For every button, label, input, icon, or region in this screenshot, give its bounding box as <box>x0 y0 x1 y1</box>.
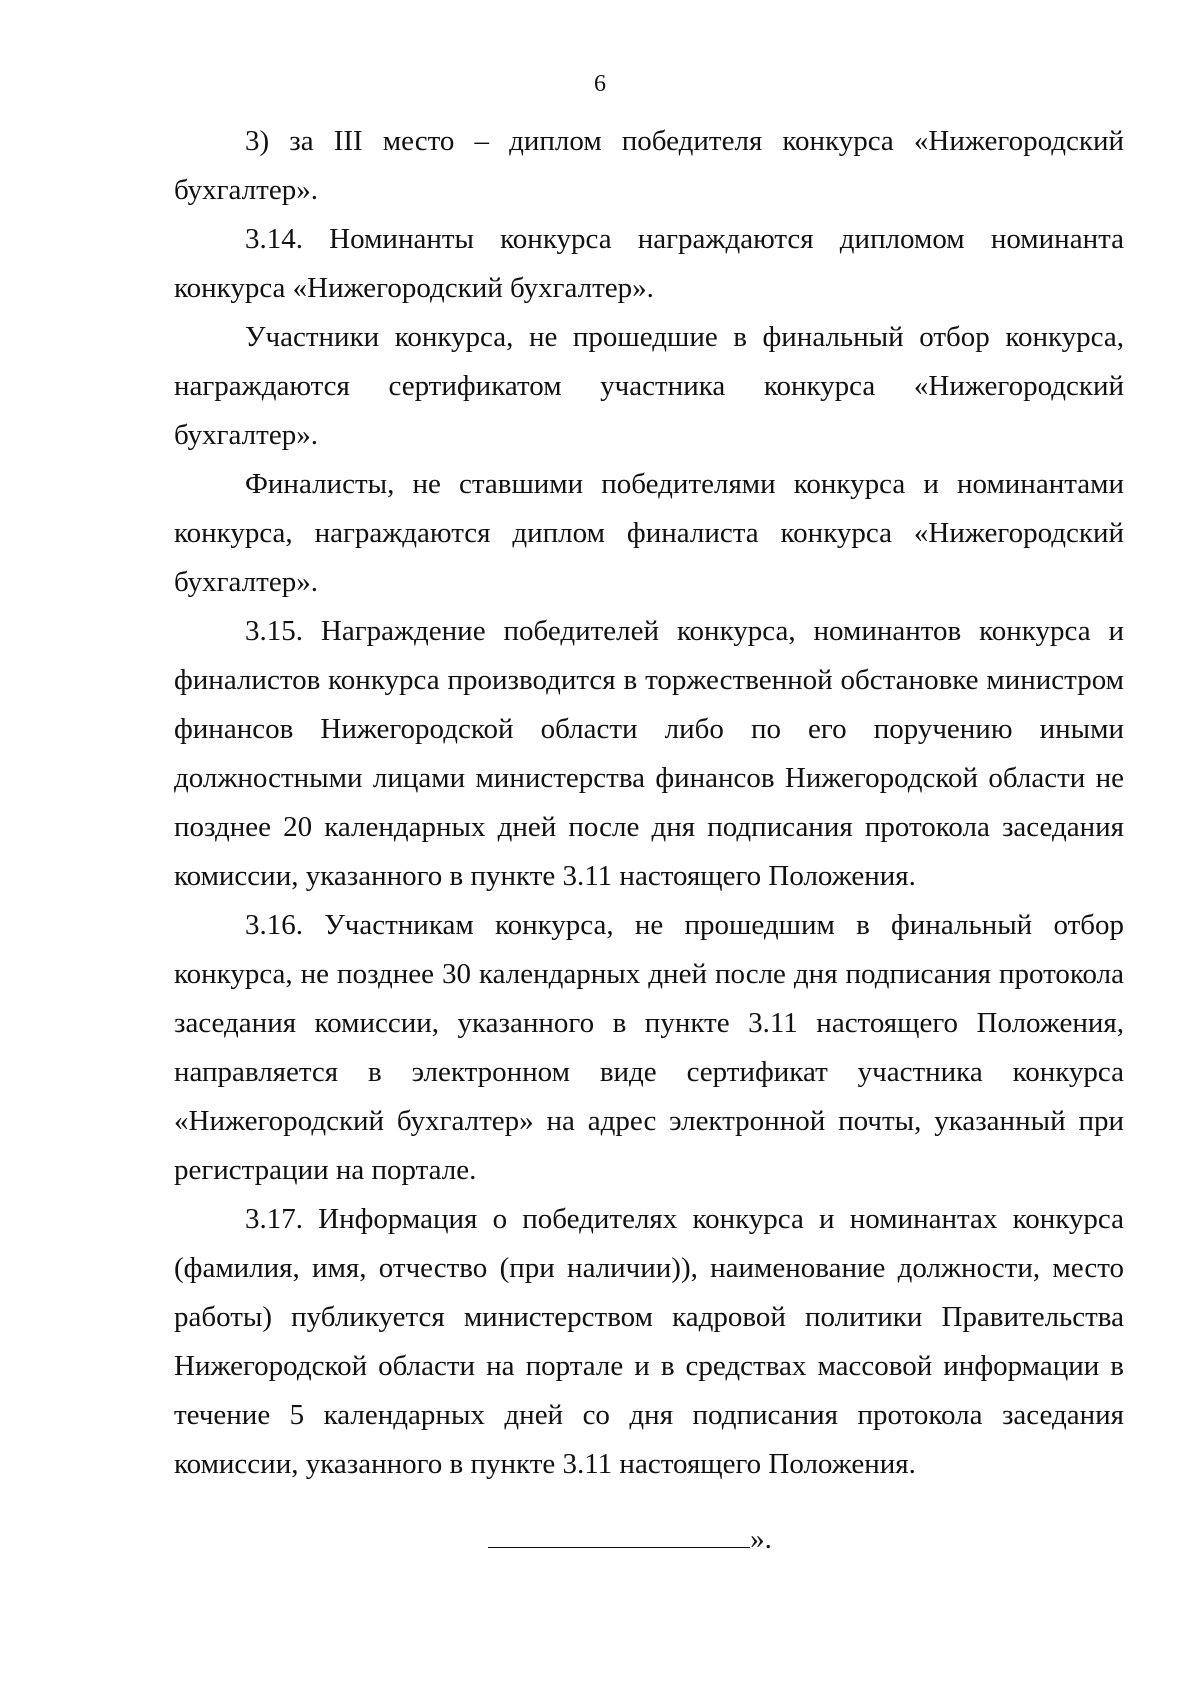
closing-underline <box>488 1521 750 1548</box>
paragraph-3-17-publication: 3.17. Информация о победителях конкурса и номинантах конкурса (фамилия, имя, отчество (при наличии)), наименование должности, место работы) публикуется министерством кадровой политики Правительства Нижегородской области на портале и в средствах массовой информации в течение 5 календарных дней со дня подписания протокола заседания комиссии, указанного в пункте 3.11 настоящего Положения. <box>174 1203 1124 1480</box>
paragraph-finalists-diploma: Финалисты, не ставшими победителями конкурса и номинантами конкурса, награждаются диплом финалиста конкурса «Нижегородский бухгалтер». <box>174 468 1124 598</box>
closing-line-block <box>0 1519 1200 1559</box>
page-number: 6 <box>594 71 606 97</box>
paragraph-3-14-nominees: 3.14. Номинанты конкурса награждаются дипломом номинанта конкурса «Нижегородский бухгалтер». <box>174 223 1124 304</box>
paragraph-participants-certificate: Участники конкурса, не прошедшие в финальный отбор конкурса, награждаются сертификатом участника конкурса «Нижегородский бухгалтер». <box>174 321 1124 451</box>
paragraph-item-3-third-place: 3) за III место – диплом победителя конкурса «Нижегородский бухгалтер». <box>174 125 1124 206</box>
closing-quote-mark: ». <box>750 1523 772 1555</box>
document-body <box>174 117 1124 1489</box>
paragraph-3-15-awarding: 3.15. Награждение победителей конкурса, номинантов конкурса и финалистов конкурса производится в торжественной обстановке министром финансов Нижегородской области либо по его поручению иными должностными лицами министерства финансов Нижегородской области не позднее 20 календарных дней после дня подписания протокола заседания комиссии, указанного в пункте 3.11 настоящего Положения. <box>174 615 1124 892</box>
paragraph-3-16-certificate-email: 3.16. Участникам конкурса, не прошедшим в финальный отбор конкурса, не позднее 30 календарных дней после дня подписания протокола заседания комиссии, указанного в пункте 3.11 настоящего Положения, направляется в электронном виде сертификат участника конкурса «Нижегородский бухгалтер» на адрес электронной почты, указанный при регистрации на портале. <box>174 909 1124 1186</box>
